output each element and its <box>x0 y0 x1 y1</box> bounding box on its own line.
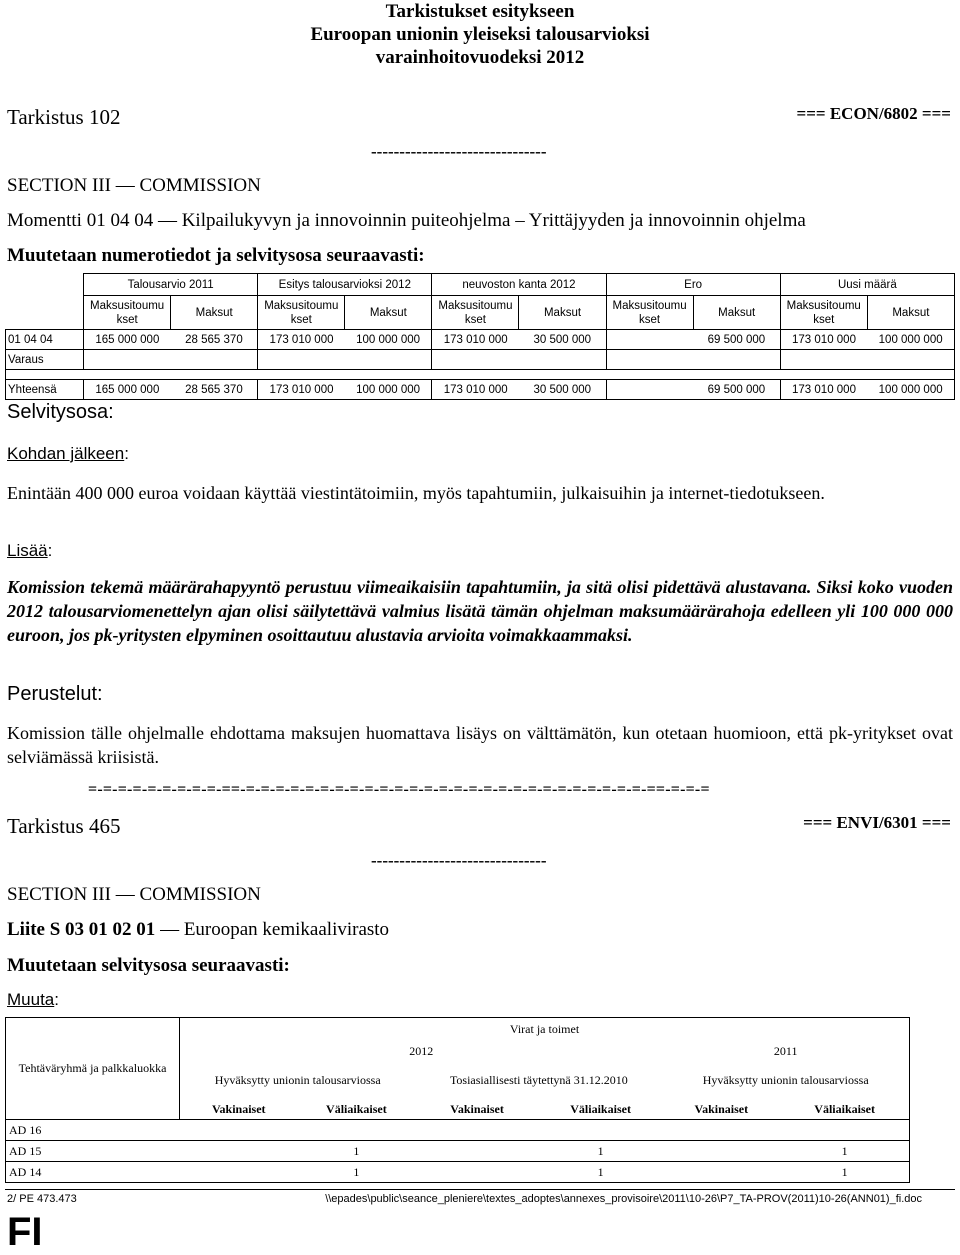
col-commitments: Maksusitoumu kset <box>84 296 171 330</box>
grade-header: Tehtäväryhmä ja palkkaluokka <box>6 1018 180 1120</box>
footer-file-path: \\epades\public\seance_pleniere\textes_adoptes\annexes_provisoire\2011\10-26\P7_TA-PROV(2011)10-26(ANN01)_fi.doc <box>325 1193 922 1205</box>
cell <box>345 350 432 370</box>
add-label-colon: : <box>47 541 53 560</box>
cell: 173 010 000 <box>258 380 345 400</box>
cell: 30 500 000 <box>519 330 606 350</box>
separator-line: =-=-=-=-=-=-=-=-=-==-=-=-=-=-=-=-=-=-=-=-=-=-=-=-=-=-=-=-=-=-=-=-=-=-=-=-=-==-=-=-= <box>88 781 710 798</box>
footer-rule <box>5 1189 955 1190</box>
header-line-3: varainhoitovuodeksi 2012 <box>375 47 585 68</box>
cell <box>415 1120 539 1141</box>
budget-item-2 <box>7 919 389 941</box>
cell: 173 010 000 <box>780 380 867 400</box>
corner-cell <box>6 274 84 296</box>
cell: 173 010 000 <box>432 330 519 350</box>
instruction-2: Muutetaan selvitysosa seuraavasti: <box>7 955 290 976</box>
permanent-header: Vakinaiset <box>211 1101 266 1116</box>
permanent-header: Vakinaiset <box>450 1101 504 1116</box>
cell <box>258 350 345 370</box>
cell <box>84 350 171 370</box>
row-label: Yhteensä <box>6 380 84 400</box>
cell: 69 500 000 <box>693 330 780 350</box>
group-header: Esitys talousarvioksi 2012 <box>258 274 432 296</box>
authorised-2011: Hyväksytty unionin talousarviossa <box>662 1062 909 1100</box>
amendment-title-2: Tarkistus 465 <box>7 814 121 838</box>
cell <box>297 1120 415 1141</box>
staff-table <box>5 1017 910 1183</box>
cell <box>519 350 606 370</box>
after-paragraph-link: Kohdan jälkeen <box>7 444 125 463</box>
cell: 28 565 370 <box>171 330 258 350</box>
filled-2010: Tosiasiallisesti täytettynä 31.12.2010 <box>449 1073 628 1087</box>
cell <box>780 1120 909 1141</box>
amendment-code-2: === ENVI/6301 === <box>803 813 951 832</box>
budget-item-text: Momentti 01 04 04 — Kilpailukyvyn ja innovoinnin puiteohjelma – Yrittäjyyden ja innovoinnin ohjelma <box>7 210 806 231</box>
add-label-text: Lisää <box>7 541 48 560</box>
table-row-total <box>6 380 955 400</box>
cell: 1 <box>539 1162 663 1183</box>
cell: 1 <box>539 1141 663 1162</box>
justification-heading: Perustelut: <box>7 683 103 705</box>
dash-line: ------------------------------- <box>371 142 547 161</box>
modify-label-text: Muuta <box>7 990 55 1009</box>
paragraph-3: Komission tälle ohjelmalle ehdottama maksujen huomattava lisäys on välttämätön, kun otetaan huomioon, että pk-yritykset ovat selviämässä kriisistä. <box>7 723 953 767</box>
cell <box>180 1141 298 1162</box>
row-label: 01 04 04 <box>6 330 84 350</box>
cell: 165 000 000 <box>84 380 171 400</box>
cell <box>539 1120 663 1141</box>
cell <box>415 1141 539 1162</box>
col-commitments: Maksusitoumu kset <box>258 296 345 330</box>
amendment-title: Tarkistus 102 <box>7 105 121 129</box>
language-code: FI <box>7 1210 43 1254</box>
group-header: Talousarvio 2011 <box>84 274 258 296</box>
cell: 173 010 000 <box>780 330 867 350</box>
corner-cell <box>6 296 84 330</box>
grade-label: AD 16 <box>6 1120 180 1141</box>
year-2012-header: 2012 <box>409 1044 434 1058</box>
cell <box>662 1162 780 1183</box>
cell <box>171 350 258 370</box>
cell: 100 000 000 <box>345 380 432 400</box>
cell: 1 <box>780 1141 909 1162</box>
cell: 100 000 000 <box>345 330 432 350</box>
after-paragraph-colon: : <box>124 444 129 463</box>
col-commitments: Maksusitoumu kset <box>432 296 519 330</box>
table-row <box>6 1162 910 1183</box>
dash-line-2: ------------------------------- <box>371 851 547 870</box>
col-payments: Maksut <box>867 296 954 330</box>
cell: 165 000 000 <box>84 330 171 350</box>
cell: 69 500 000 <box>693 380 780 400</box>
col-commitments: Maksusitoumu kset <box>780 296 867 330</box>
cell <box>415 1162 539 1183</box>
cell: 1 <box>297 1141 415 1162</box>
row-label: Varaus <box>6 350 84 370</box>
table-row <box>6 1141 910 1162</box>
paragraph-2: Komission tekemä määrärahapyyntö perustuu viimeaikaisiin tapahtumiin, ja sitä olisi pidettävä alustavana. Siksi koko vuoden 2012 talousarviomenettelyn ajan olisi säilytettävä valmius lisätä tämän ohjelman maksumäärärahoja edelleen yli 100 000 000 euroon, jos pk-yritysten elpyminen osoittautuu alustavia arvioita voimakkaammaksi. <box>7 577 953 645</box>
cell: 1 <box>297 1162 415 1183</box>
header-line-2: Euroopan unionin yleiseksi talousarvioksi <box>310 24 650 45</box>
cell: 100 000 000 <box>867 330 954 350</box>
section-heading: SECTION III — COMMISSION <box>7 175 261 196</box>
budget-item-code: Liite S 03 01 02 01 <box>7 919 156 940</box>
budget-item-title: — Euroopan kemikaalivirasto <box>155 919 390 940</box>
col-payments: Maksut <box>345 296 432 330</box>
authorised-2012: Hyväksytty unionin talousarviossa <box>214 1073 381 1087</box>
temporary-header: Väliaikaiset <box>780 1100 909 1120</box>
after-paragraph-label <box>7 444 129 464</box>
cell <box>606 380 693 400</box>
spacer-row <box>6 370 955 380</box>
cell <box>432 350 519 370</box>
cell <box>606 330 693 350</box>
grade-label: AD 14 <box>6 1162 180 1183</box>
year-2011-header: 2011 <box>662 1042 909 1062</box>
budget-item <box>7 210 806 232</box>
add-label <box>7 541 52 561</box>
col-payments: Maksut <box>693 296 780 330</box>
cell <box>180 1120 298 1141</box>
cell <box>606 350 693 370</box>
table-row <box>6 350 955 370</box>
cell <box>780 350 867 370</box>
table-row <box>6 1120 910 1141</box>
modify-label <box>7 990 59 1010</box>
cell: 30 500 000 <box>519 380 606 400</box>
cell <box>867 350 954 370</box>
modify-label-colon: : <box>54 990 59 1009</box>
cell <box>662 1141 780 1162</box>
footer-page-ref: 2/ PE 473.473 <box>7 1193 77 1205</box>
cell: 173 010 000 <box>258 330 345 350</box>
paragraph-1: Enintään 400 000 euroa voidaan käyttää viestintätoimiin, myös tapahtumiin, julkaisuihin ja internet-tiedotukseen. <box>7 483 825 503</box>
temporary-header: Väliaikaiset <box>570 1101 631 1116</box>
amendment-code: === ECON/6802 === <box>796 104 951 123</box>
group-header: Ero <box>606 274 780 296</box>
group-header: Uusi määrä <box>780 274 954 296</box>
permanent-header: Vakinaiset <box>694 1101 749 1116</box>
temporary-header: Väliaikaiset <box>326 1101 387 1116</box>
col-payments: Maksut <box>171 296 258 330</box>
header-line-1: Tarkistukset esitykseen <box>385 1 575 22</box>
col-payments: Maksut <box>519 296 606 330</box>
budget-table <box>5 273 955 400</box>
cell: 1 <box>780 1162 909 1183</box>
section-heading-2: SECTION III — COMMISSION <box>7 884 261 905</box>
group-header: neuvoston kanta 2012 <box>432 274 606 296</box>
cell: 173 010 000 <box>432 380 519 400</box>
grade-label: AD 15 <box>6 1141 180 1162</box>
cell: 28 565 370 <box>171 380 258 400</box>
cell <box>662 1120 780 1141</box>
cell <box>180 1162 298 1183</box>
instruction: Muutetaan numerotiedot ja selvitysosa seuraavasti: <box>7 245 425 266</box>
posts-header: Virat ja toimet <box>180 1018 910 1042</box>
explanation-heading: Selvitysosa: <box>7 401 114 423</box>
cell: 100 000 000 <box>867 380 954 400</box>
cell <box>693 350 780 370</box>
col-commitments: Maksusitoumu kset <box>606 296 693 330</box>
table-row <box>6 330 955 350</box>
